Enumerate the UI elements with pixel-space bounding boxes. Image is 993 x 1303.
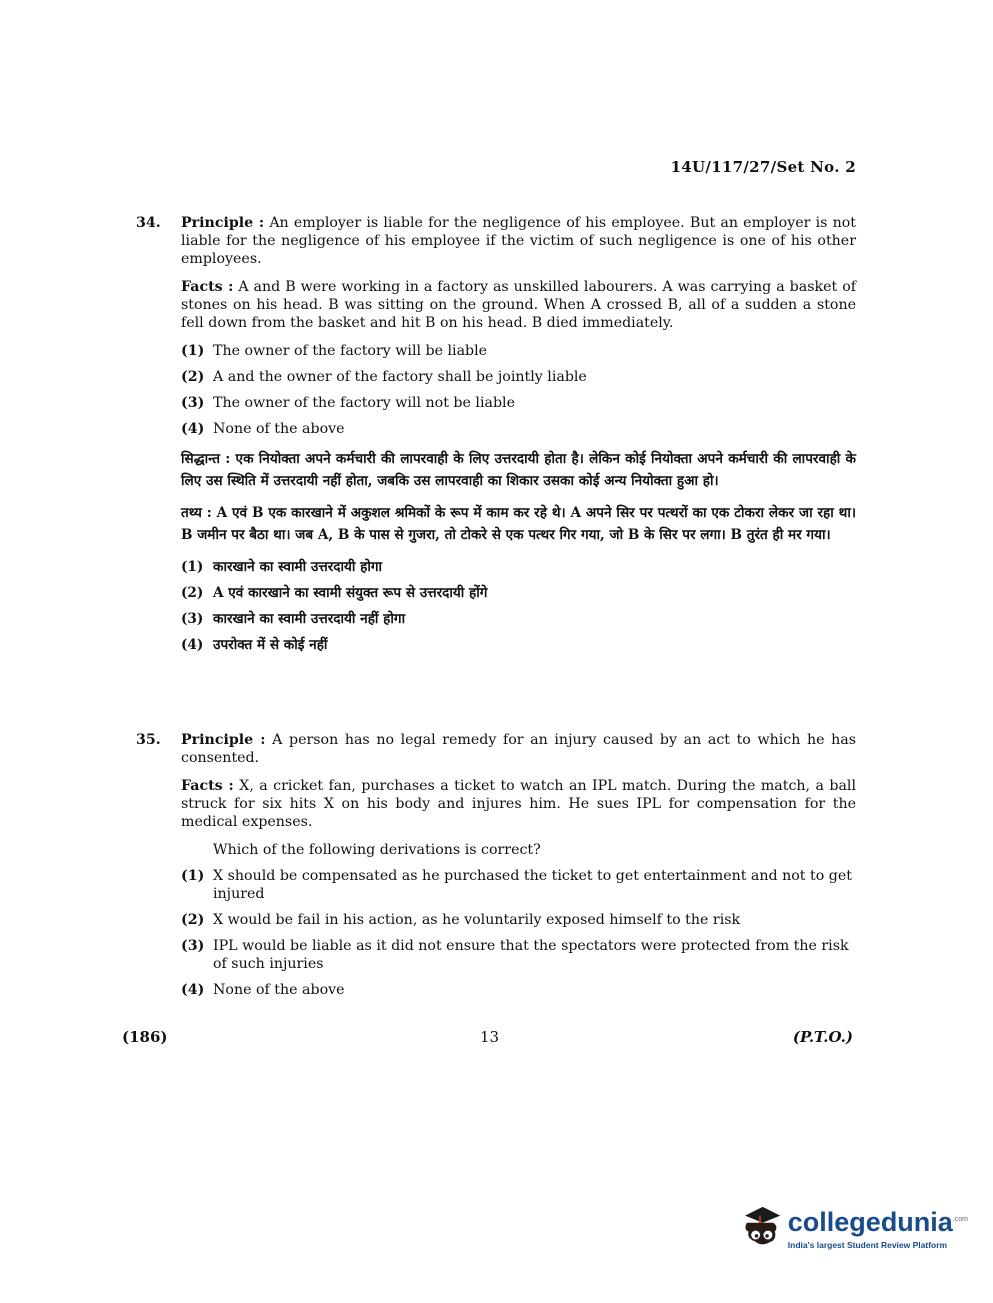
option bbox=[181, 342, 856, 360]
option bbox=[181, 394, 856, 412]
option-text: The owner of the factory will be liable bbox=[213, 343, 488, 359]
hindi-option bbox=[181, 608, 856, 630]
page-number: 13 bbox=[480, 1028, 500, 1046]
hindi-option bbox=[181, 556, 856, 578]
brand-name: collegedunia bbox=[787, 1207, 953, 1237]
option bbox=[181, 420, 856, 438]
mascot-icon bbox=[738, 1200, 784, 1256]
option bbox=[181, 911, 856, 929]
facts-text: A and B were working in a factory as unskilled labourers. A was carrying a basket of stones on his head. B was sitting on the ground. When A crossed B, all of a sudden a stone fell down from the basket and hit B on his head. B died immediately. bbox=[181, 279, 856, 331]
option-text: कारखाने का स्वामी उत्तरदायी नहीं होगा bbox=[213, 611, 406, 627]
facts bbox=[181, 777, 856, 831]
option-text: कारखाने का स्वामी उत्तरदायी होगा bbox=[213, 559, 383, 575]
option bbox=[181, 867, 856, 903]
option bbox=[181, 368, 856, 386]
option-number: (2) bbox=[181, 369, 205, 385]
question-34 bbox=[136, 214, 856, 666]
hindi-version bbox=[181, 448, 856, 656]
option-text: The owner of the factory will not be liable bbox=[213, 395, 515, 411]
option-number: (4) bbox=[181, 637, 204, 653]
principle-label: Principle : bbox=[181, 215, 265, 231]
principle-text: A person has no legal remedy for an injury caused by an act to which he has consented. bbox=[181, 732, 856, 766]
option-number: (3) bbox=[181, 395, 205, 411]
question-prompt: Which of the following derivations is correct? bbox=[213, 842, 541, 858]
option-number: (4) bbox=[181, 982, 205, 998]
paper-code: (186) bbox=[122, 1028, 168, 1046]
brand-tagline: India's largest Student Review Platform bbox=[787, 1240, 948, 1250]
option-text: IPL would be liable as it did not ensure that the spectators were protected from the risk of such injuries bbox=[213, 938, 849, 972]
set-code: 14U/117/27/Set No. 2 bbox=[670, 158, 856, 176]
option-number: (4) bbox=[181, 421, 205, 437]
option-text: None of the above bbox=[213, 982, 345, 998]
option-text: X should be compensated as he purchased the ticket to get entertainment and not to get injured bbox=[213, 868, 852, 902]
question-number: 35. bbox=[136, 732, 161, 748]
pto-label: (P.T.O.) bbox=[792, 1028, 853, 1046]
question-35 bbox=[136, 731, 856, 1009]
principle bbox=[181, 731, 856, 767]
option-number: (2) bbox=[181, 912, 205, 928]
options-list bbox=[181, 867, 856, 999]
option-text: None of the above bbox=[213, 421, 345, 437]
option-number: (1) bbox=[181, 868, 205, 884]
option bbox=[181, 981, 856, 999]
hindi-option bbox=[181, 634, 856, 656]
hindi-facts: तथ्य : A एवं B एक कारखाने में अकुशल श्रमिकों के रूप में काम कर रहे थे। A अपने सिर पर पत्थरों का एक टोकरा लेकर जा रहा था। B जमीन पर बैठा था। जब A, B के पास से गुजरा, तो टोकरे से एक पत्थर गिर गया, जो B के सिर पर लगा। B तुरंत ही मर गया। bbox=[181, 505, 856, 543]
option-number: (1) bbox=[181, 343, 205, 359]
option-number: (2) bbox=[181, 585, 204, 601]
hindi-principle: सिद्धान्त : एक नियोक्ता अपने कर्मचारी की लापरवाही के लिए उत्तरदायी होता है। लेकिन कोई नियोक्ता अपने कर्मचारी की लापरवाही के लिए उस स्थिति में उत्तरदायी नहीं होता, जबकि उस लापरवाही का शिकार उसका कोई अन्य नियोक्ता हुआ हो। bbox=[181, 451, 856, 489]
option-number: (3) bbox=[181, 611, 204, 627]
option-text: उपरोक्त में से कोई नहीं bbox=[213, 637, 328, 653]
option-number: (1) bbox=[181, 559, 204, 575]
question-number: 34. bbox=[136, 215, 161, 231]
option bbox=[181, 937, 856, 973]
brand-tm: .com bbox=[952, 1216, 968, 1223]
hindi-option bbox=[181, 582, 856, 604]
hindi-options-list bbox=[181, 556, 856, 656]
collegedunia-watermark bbox=[738, 1196, 968, 1260]
facts-text: X, a cricket fan, purchases a ticket to watch an IPL match. During the match, a ball struck for six hits X on his body and injures him. He sues IPL for compensation for the medical expenses. bbox=[181, 778, 856, 830]
facts-label: Facts : bbox=[181, 778, 234, 794]
principle-text: An employer is liable for the negligence of his employee. But an employer is not liable for the negligence of his employee if the victim of such negligence is one of his other employees. bbox=[181, 215, 857, 267]
principle bbox=[181, 214, 856, 268]
option-text: A एवं कारखाने का स्वामी संयुक्त रूप से उत्तरदायी होंगे bbox=[213, 585, 488, 601]
option-text: X would be fail in his action, as he voluntarily exposed himself to the risk bbox=[213, 912, 741, 928]
facts bbox=[181, 278, 856, 332]
option-text: A and the owner of the factory shall be jointly liable bbox=[213, 369, 587, 385]
option-number: (3) bbox=[181, 938, 205, 954]
facts-label: Facts : bbox=[181, 279, 234, 295]
options-list bbox=[181, 342, 856, 438]
principle-label: Principle : bbox=[181, 732, 266, 748]
